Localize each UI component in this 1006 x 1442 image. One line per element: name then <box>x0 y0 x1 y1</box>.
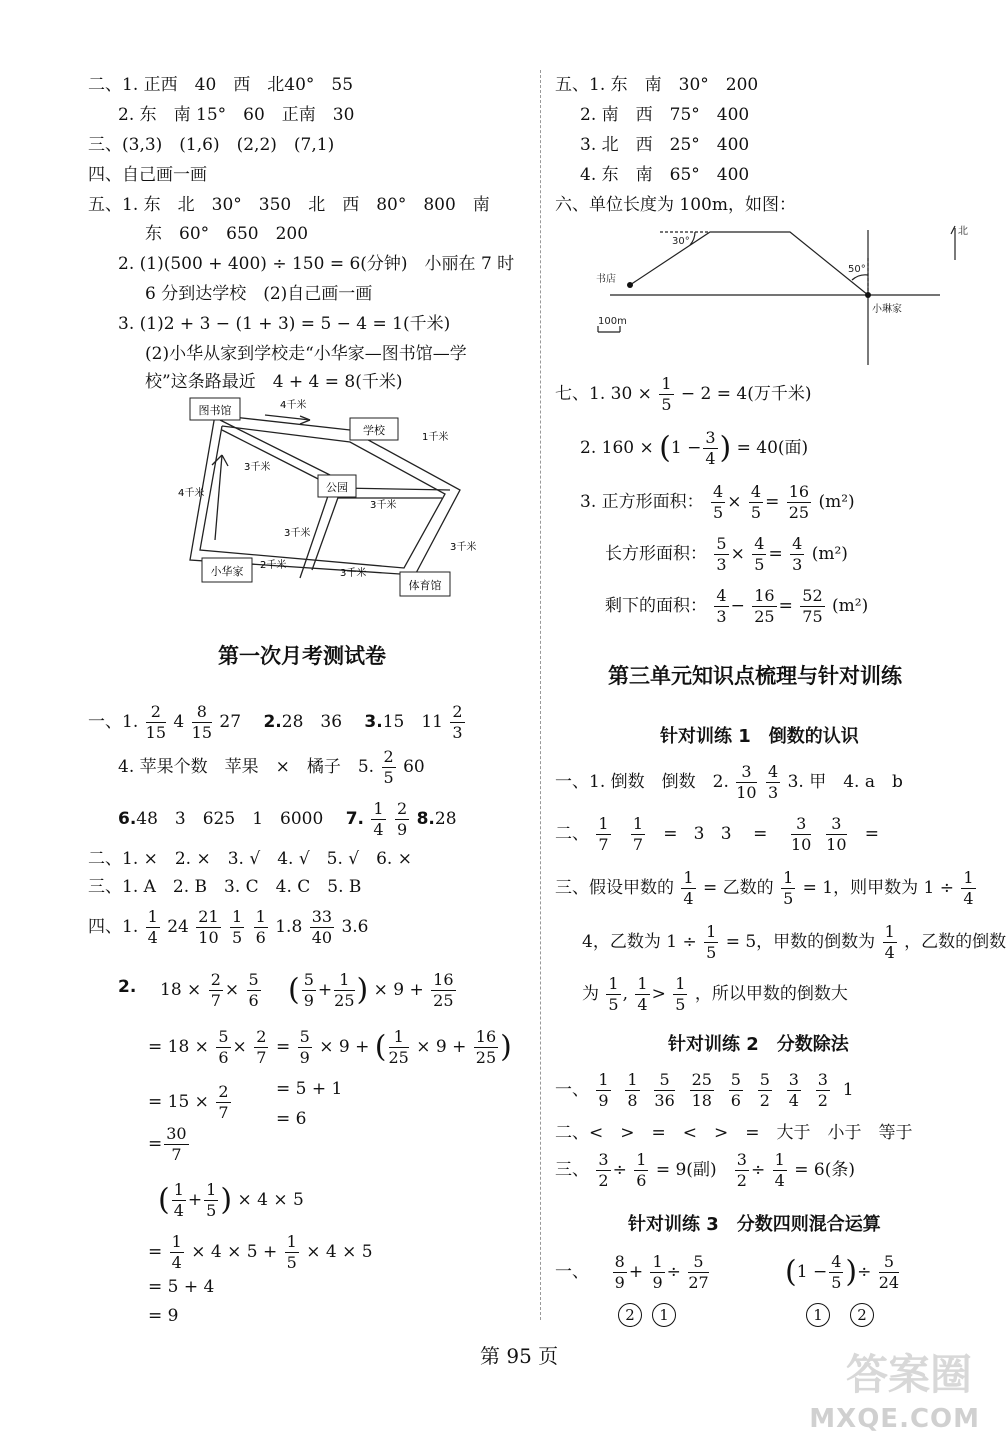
answer-line <box>555 760 903 804</box>
text: = 15 × <box>148 1092 209 1112</box>
text: 剩下的面积： <box>605 596 707 616</box>
answer-line: 三、1. A 2. B 3. C 4. C 5. B <box>88 877 362 897</box>
text: × 4 × 5 <box>237 1190 304 1210</box>
fraction: $\frac{8}{9}$ <box>614 1252 625 1292</box>
text: = 18 × <box>148 1037 209 1057</box>
text: 28 36 <box>281 712 360 732</box>
answer-line: (1 − $\frac{4}{5}$ )÷ $\frac{5}{24}$ <box>785 1252 900 1292</box>
answer-line: 6 分到达学校 (2)自己画一画 <box>145 284 373 304</box>
fraction: $\frac{16}{25}$ <box>433 970 454 1010</box>
fraction: $\frac{5}{6}$ <box>218 1027 229 1067</box>
text: 3. 甲 4. a b <box>787 772 903 792</box>
calc-label: 2. <box>118 977 137 997</box>
fraction: $\frac{3}{2}$ <box>736 1150 747 1190</box>
subsection-title: 针对训练 1 倒数的认识 <box>660 726 859 747</box>
answer-line: 3. 正方形面积： $\frac{4}{5}$ × $\frac{4}{5}$ = $\frac{16}{25}$ (m²) <box>580 482 855 522</box>
text: 一、 <box>555 1262 589 1282</box>
order-marks <box>618 1303 686 1327</box>
calc-line: = 18 × $\frac{5}{6}$ × $\frac{2}{7}$ <box>148 1027 267 1067</box>
fraction: $\frac{5}{27}$ <box>688 1252 709 1292</box>
text: 4，乙数为 1 ÷ <box>582 932 697 952</box>
text: 27 <box>219 712 259 732</box>
fraction: $\frac{21}{10}$ <box>198 907 219 947</box>
text: 三、 <box>555 1160 589 1180</box>
text: = 40(面) <box>736 438 809 458</box>
home-label: 小琳家 <box>872 304 902 315</box>
text: = 6(条) <box>794 1160 855 1180</box>
answer-line <box>88 700 467 744</box>
fraction: $\frac{5}{2}$ <box>759 1070 770 1110</box>
fraction: $\frac{3}{10}$ <box>791 814 812 854</box>
page-number: 第 95 页 <box>480 1344 559 1368</box>
text: 七、1. 30 × <box>555 384 652 404</box>
fraction: $\frac{1}{7}$ <box>598 814 609 854</box>
fraction: $\frac{30}{7}$ <box>166 1124 187 1164</box>
fraction: $\frac{3}{4}$ <box>705 428 716 468</box>
fraction: $\frac{2}{5}$ <box>383 747 394 787</box>
fraction: $\frac{2}{7}$ <box>218 1082 229 1122</box>
order-circle: 2 <box>618 1303 642 1327</box>
answer-line <box>88 905 369 949</box>
text: (m²) <box>818 492 855 512</box>
fraction: $\frac{5}{36}$ <box>654 1070 675 1110</box>
calc-line <box>148 1230 373 1274</box>
fraction: $\frac{1}{6}$ <box>255 907 266 947</box>
fraction: $\frac{5}{9}$ <box>299 1027 310 1067</box>
text: 18 × <box>160 980 202 1000</box>
distance-label: 3千米 <box>340 568 367 579</box>
route-map <box>160 390 500 615</box>
text: 三、假设甲数的 <box>555 878 674 898</box>
text: 4 <box>173 712 185 732</box>
fraction: $\frac{1}{5}$ <box>206 1180 217 1220</box>
answer-line: 二、 $\frac{1}{7}$ $\frac{1}{7}$ = 3 3 = $\frac{3}{10}$ $\frac{3}{10}$ = <box>555 814 879 854</box>
answer-line: 校”这条路最近 4 + 4 = 8(千米) <box>145 372 403 392</box>
answer-line <box>555 372 812 416</box>
section-title: 第三单元知识点梳理与针对训练 <box>608 664 902 688</box>
answer-line: 2. 东 南 15° 60 正南 30 <box>118 105 355 125</box>
answer-line: 三、(3,3) (1,6) (2,2) (7,1) <box>88 135 335 155</box>
answer-line: 二、1. × 2. × 3. √ 4. √ 5. √ 6. × <box>88 849 412 869</box>
answer-line: 五、1. 东 南 30° 200 <box>555 75 759 95</box>
answer-line <box>118 745 425 789</box>
fraction: $\frac{1}{8}$ <box>627 1070 638 1110</box>
answer-line: 2. 南 西 75° 400 <box>580 105 750 125</box>
fraction: $\frac{1}{4}$ <box>373 799 384 839</box>
text: 一、1. <box>88 712 139 732</box>
text: × 9 + <box>373 980 424 1000</box>
text: 15 11 <box>382 712 443 732</box>
text: = 1，则甲数为 1 ÷ <box>802 878 954 898</box>
answer-line: 长方形面积： $\frac{5}{3}$ × $\frac{4}{5}$ = $\frac{4}{3}$ (m²) <box>605 534 848 574</box>
fraction: $\frac{4}{5}$ <box>713 482 724 522</box>
text: 2. 160 × <box>580 438 654 458</box>
answer-line: 六、单位长度为 100m，如图： <box>555 195 796 215</box>
text: 6. <box>118 809 137 829</box>
text: (m²) <box>811 544 848 564</box>
text: × 4 × 5 + <box>191 1242 278 1262</box>
fraction: $\frac{4}{3}$ <box>716 586 727 626</box>
fraction: $\frac{33}{40}$ <box>311 907 333 947</box>
fraction: $\frac{1}{5}$ <box>706 922 717 962</box>
fraction: $\frac{1}{9}$ <box>598 1070 609 1110</box>
answer-line: 二、1. 正西 40 西 北40° 55 <box>88 75 354 95</box>
answer-line: 2. (1)(500 + 400) ÷ 150 = 6(分钟) 小丽在 7 时 <box>118 254 515 274</box>
fraction: $\frac{1}{5}$ <box>661 374 672 414</box>
fraction: $\frac{5}{3}$ <box>716 534 727 574</box>
text: = <box>148 1134 163 1154</box>
fraction: $\frac{4}{3}$ <box>792 534 803 574</box>
text: 2. <box>263 712 282 732</box>
distance-label: 2千米 <box>260 560 287 571</box>
map-label: 公园 <box>326 481 348 494</box>
text: 7. <box>345 809 364 829</box>
distance-label: 3千米 <box>284 528 311 539</box>
map-label: 小华家 <box>210 565 244 578</box>
calc-line: = $\frac{5}{9}$ × 9 + ( $\frac{1}{25}$ × 9 + $\frac{16}{25}$ ) <box>276 1027 512 1067</box>
fraction: $\frac{16}{25}$ <box>788 482 810 522</box>
fraction: $\frac{2}{7}$ <box>210 970 221 1010</box>
column-divider <box>540 70 541 1320</box>
answer-line: 一、 $\frac{8}{9}$ + $\frac{1}{9}$ ÷ $\frac{5}{27}$ <box>555 1252 709 1292</box>
answer-line: 一、 $\frac{1}{9}$ $\frac{1}{8}$ $\frac{5}{36}$ $\frac{25}{18}$ $\frac{5}{6}$ $\frac{5}{2}$ $\frac{3}{4}$ $\frac{3}{2}$ 1 <box>555 1070 854 1110</box>
calc-line: 18 × $\frac{2}{7}$ × $\frac{5}{6}$ <box>160 970 259 1010</box>
angle-label: 50° <box>848 264 866 275</box>
text: = 5，甲数的倒数为 <box>725 932 876 952</box>
text: 1.8 <box>275 917 303 937</box>
text: 4. 苹果个数 苹果 × 橘子 5. <box>118 757 375 777</box>
answer-line: 4. 东 南 65° 400 <box>580 165 750 185</box>
fraction: $\frac{1}{4}$ <box>637 974 648 1014</box>
subsection-title: 针对训练 3 分数四则混合运算 <box>628 1214 881 1235</box>
fraction: $\frac{1}{25}$ <box>388 1027 409 1067</box>
fraction: $\frac{3}{10}$ <box>826 814 847 854</box>
scale-label: 100m <box>598 316 627 327</box>
text: (m²) <box>832 596 869 616</box>
answer-line: 2. 160 × (1 − $\frac{3}{4}$ ) = 40(面) <box>580 428 809 468</box>
text: 48 3 625 1 6000 <box>136 809 341 829</box>
text: − 2 = 4(万千米) <box>680 384 812 404</box>
text: = 9(副) <box>655 1160 717 1180</box>
text: 为 <box>582 984 599 1004</box>
fraction: $\frac{3}{2}$ <box>598 1150 609 1190</box>
text: = <box>276 1037 291 1057</box>
fraction: $\frac{3}{4}$ <box>788 1070 799 1110</box>
distance-label: 1千米 <box>422 432 449 443</box>
fraction: $\frac{16}{25}$ <box>475 1027 497 1067</box>
distance-label: 4千米 <box>178 488 205 499</box>
fraction: $\frac{1}{5}$ <box>783 868 794 908</box>
text: 二、 <box>555 824 589 844</box>
text: 3. <box>364 712 383 732</box>
fraction: $\frac{1}{4}$ <box>963 868 974 908</box>
angle-label: 30° <box>672 236 690 247</box>
fraction: $\frac{2}{3}$ <box>452 702 463 742</box>
distance-label: 3千米 <box>450 542 477 553</box>
route-figure <box>590 220 968 365</box>
answer-line: 五、1. 东 北 30° 350 北 西 80° 800 南 <box>88 195 490 215</box>
text: × 9 + <box>319 1037 370 1057</box>
text: × 9 + <box>416 1037 467 1057</box>
fraction: $\frac{1}{5}$ <box>675 974 686 1014</box>
fraction: $\frac{5}{9}$ <box>303 970 314 1010</box>
fraction: $\frac{1}{7}$ <box>632 814 643 854</box>
order-circle: 2 <box>850 1303 874 1327</box>
calc-line: ( $\frac{1}{4}$ + $\frac{1}{5}$ ) × 4 × 5 <box>158 1180 304 1220</box>
fraction: $\frac{1}{4}$ <box>774 1150 785 1190</box>
answer-line: 东 60° 650 200 <box>145 224 309 244</box>
text: 长方形面积： <box>605 544 707 564</box>
watermark-url: MXQE.COM <box>809 1404 980 1434</box>
fraction: $\frac{52}{75}$ <box>802 586 823 626</box>
order-marks <box>806 1303 884 1327</box>
fraction: $\frac{1}{4}$ <box>173 1180 184 1220</box>
text: 28 <box>434 809 457 829</box>
store-point <box>627 282 633 288</box>
answer-line: 四、自己画一画 <box>88 165 207 185</box>
fraction: $\frac{1}{5}$ <box>286 1232 297 1272</box>
fraction: $\frac{1}{5}$ <box>608 974 619 1014</box>
fraction: $\frac{2}{9}$ <box>396 799 408 839</box>
calc-line <box>148 1080 233 1124</box>
distance-label: 3千米 <box>370 500 397 511</box>
answer-line <box>582 920 1006 964</box>
fraction: $\frac{1}{4}$ <box>147 907 158 947</box>
calc-line: = 9 <box>148 1306 179 1326</box>
fraction: $\frac{1}{9}$ <box>652 1252 663 1292</box>
fraction: $\frac{2}{15}$ <box>145 702 166 742</box>
fraction: $\frac{1}{5}$ <box>232 907 243 947</box>
map-label: 图书馆 <box>198 404 232 417</box>
calc-line: = 5 + 4 <box>148 1277 215 1297</box>
text: 3.6 <box>341 917 369 937</box>
fraction: $\frac{8}{15}$ <box>191 702 212 742</box>
order-circle: 1 <box>806 1303 830 1327</box>
text: 3. 正方形面积： <box>580 492 704 512</box>
answer-line: 3. 北 西 25° 400 <box>580 135 750 155</box>
answer-line <box>118 797 457 841</box>
answer-line: 剩下的面积： $\frac{4}{3}$ − $\frac{16}{25}$ = $\frac{52}{75}$ (m²) <box>605 586 869 626</box>
text: × 4 × 5 <box>306 1242 373 1262</box>
home-point <box>865 292 871 298</box>
fraction: $\frac{4}{3}$ <box>768 762 779 802</box>
fraction: $\frac{1}{4}$ <box>884 922 895 962</box>
fraction: $\frac{3}{10}$ <box>736 762 757 802</box>
fraction: $\frac{25}{18}$ <box>691 1070 712 1110</box>
text: 24 <box>167 917 189 937</box>
fraction: $\frac{5}{24}$ <box>878 1252 900 1292</box>
map-label: 体育馆 <box>408 579 442 592</box>
store-label: 书店 <box>596 274 616 285</box>
answer-line <box>555 866 978 910</box>
section-title: 第一次月考测试卷 <box>218 644 386 668</box>
distance-label: 3千米 <box>244 462 271 473</box>
text: 8. <box>416 809 435 829</box>
distance-label: 4千米 <box>280 400 307 411</box>
fraction: $\frac{4}{5}$ <box>750 482 762 522</box>
fraction: $\frac{1}{6}$ <box>636 1150 647 1190</box>
fraction: $\frac{5}{6}$ <box>248 970 259 1010</box>
text: 60 <box>403 757 425 777</box>
answer-line: 二、< > = < > = 大于 小于 等于 <box>555 1123 913 1143</box>
watermark-logo: 答案圈 <box>845 1350 972 1399</box>
text: 一、1. 倒数 倒数 2. <box>555 772 729 792</box>
fraction: $\frac{4}{5}$ <box>754 534 765 574</box>
fraction: $\frac{4}{5}$ <box>831 1252 842 1292</box>
calc-line: = 6 <box>276 1109 307 1129</box>
text: ，乙数的倒数 <box>904 932 1006 952</box>
calc-line: = 5 + 1 <box>276 1079 343 1099</box>
subsection-title: 针对训练 2 分数除法 <box>668 1034 849 1055</box>
order-circle: 1 <box>652 1303 676 1327</box>
fraction: $\frac{1}{25}$ <box>334 970 355 1010</box>
fraction: $\frac{1}{4}$ <box>171 1232 182 1272</box>
calc-line <box>148 1122 191 1166</box>
text: = 乙数的 <box>703 878 774 898</box>
calc-line: ( $\frac{5}{9}$ + $\frac{1}{25}$ ) × 9 + $\frac{16}{25}$ <box>288 970 454 1010</box>
fraction: $\frac{2}{7}$ <box>256 1027 267 1067</box>
fraction: $\frac{3}{2}$ <box>817 1070 828 1110</box>
text: ，所以甲数的倒数大 <box>694 984 848 1004</box>
answer-line: 三、 $\frac{3}{2}$ ÷ $\frac{1}{6}$ = 9(副) $\frac{3}{2}$ ÷ $\frac{1}{4}$ = 6(条) <box>555 1150 855 1190</box>
north-label: 北 <box>958 226 968 237</box>
map-label: 学校 <box>363 424 385 437</box>
answer-line: 为 $\frac{1}{5}$ , $\frac{1}{4}$ > $\frac{1}{5}$ ，所以甲数的倒数大 <box>582 974 848 1014</box>
fraction: $\frac{1}{4}$ <box>683 868 694 908</box>
text: = <box>148 1242 163 1262</box>
fraction: $\frac{5}{6}$ <box>730 1070 741 1110</box>
text: 四、1. <box>88 917 139 937</box>
answer-line: (2)小华从家到学校走“小华家—图书馆—学 <box>145 344 467 364</box>
answer-line: 3. (1)2 + 3 − (1 + 3) = 5 − 4 = 1(千米) <box>118 314 451 334</box>
text: 一、 <box>555 1080 589 1100</box>
fraction: $\frac{16}{25}$ <box>754 586 775 626</box>
